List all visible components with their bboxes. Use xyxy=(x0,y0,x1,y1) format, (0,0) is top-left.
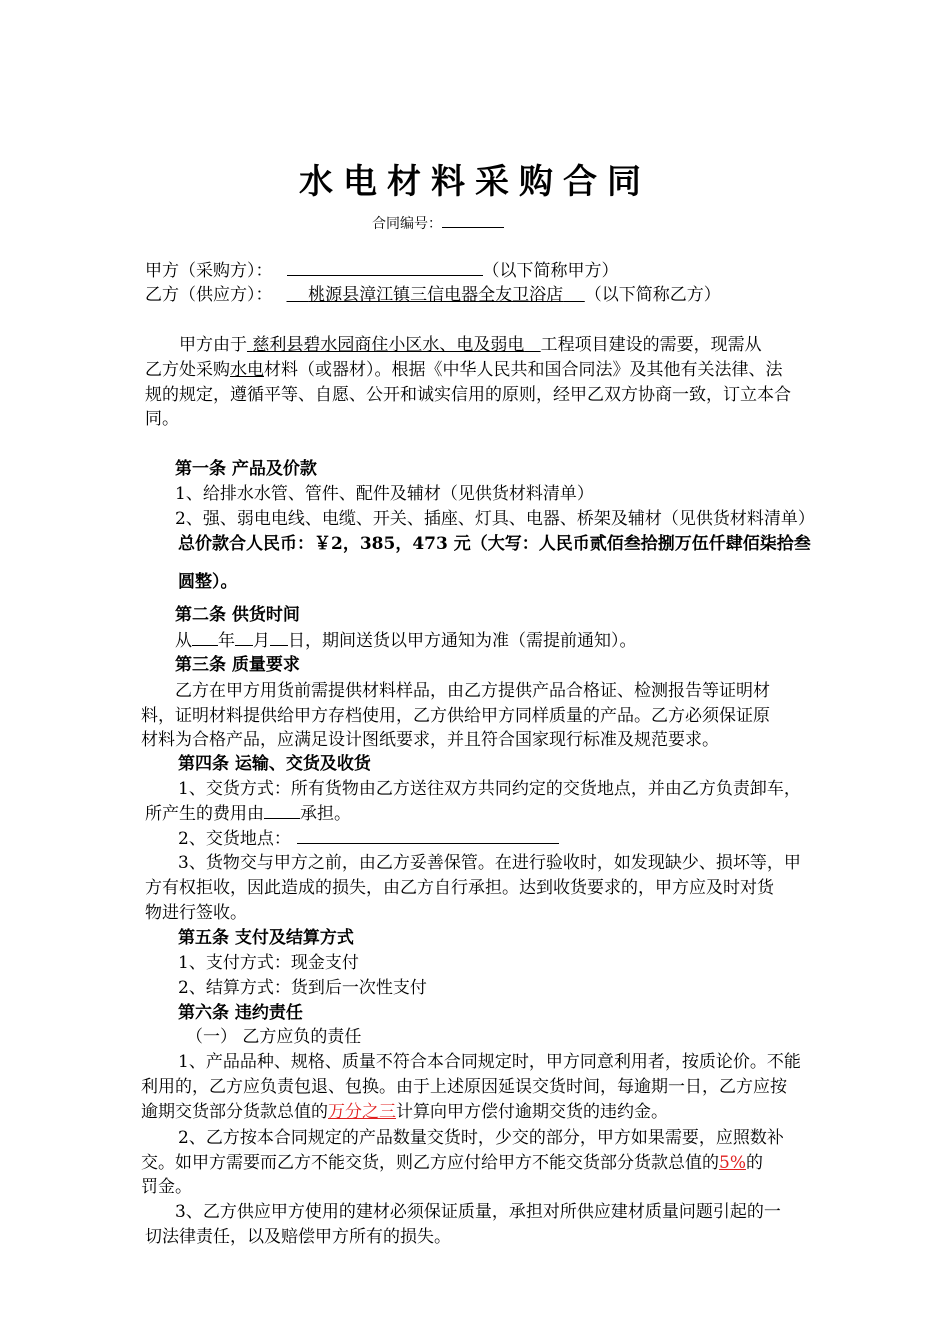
party-b-label: 乙方（供应方）： xyxy=(145,285,273,305)
late-penalty-rate: 万分之三 xyxy=(328,1102,396,1122)
article-6-p2-line-3: 罚金。 xyxy=(141,1177,192,1197)
article-6-p2-line-1: 2、乙方按本合同规定的产品数量交货时，少交的部分，甲方如果需要，应照数补 xyxy=(178,1128,784,1148)
intro-line-3: 规的规定，遵循平等、自愿、公开和诚实信用的原则，经甲乙双方协商一致，订立本合 xyxy=(145,385,791,405)
party-b-name: 桃源县漳江镇三信电器全友卫浴店 xyxy=(308,285,564,305)
project-name: 慈利县碧水园商住小区水、电及弱电 xyxy=(252,335,525,355)
article-4-heading: 第四条 运输、交货及收货 xyxy=(178,754,371,774)
article-4-p3-line-3: 物进行签收。 xyxy=(145,903,247,923)
article-3-line-2: 料，证明材料提供给甲方存档使用，乙方供给甲方同样质量的产品。乙方必须保证原 xyxy=(141,706,770,726)
settlement-method: 2、结算方式：货到后一次性支付 xyxy=(178,978,427,998)
article-6-p3-line-2: 切法律责任，以及赔偿甲方所有的损失。 xyxy=(145,1227,451,1247)
article-5-heading: 第五条 支付及结算方式 xyxy=(178,928,354,948)
article-4-p3-line-2: 方有权拒收，因此造成的损失，由乙方自行承担。达到收货要求的，甲方应及时对货 xyxy=(145,878,774,898)
article-3-heading: 第三条 质量要求 xyxy=(175,655,300,675)
contract-number-blank xyxy=(442,210,504,228)
delivery-time-line: 从 年 月 日，期间送货以甲方通知为准（需提前通知）。 xyxy=(175,628,637,653)
article-6-p3-line-1: 3、乙方供应甲方使用的建材必须保证质量，承担对所供应建材质量问题引起的一 xyxy=(175,1202,781,1222)
article-4-p1-line-1: 1、交货方式：所有货物由乙方送往双方共同约定的交货地点，并由乙方负责卸车， xyxy=(178,779,801,799)
material-type: 水电 xyxy=(230,360,264,380)
article-4-p1-line-2: 所产生的费用由 承担。 xyxy=(145,801,351,826)
article-6-p1-line-2: 利用的，乙方应负责包退、包换。由于上述原因延误交货时间，每逾期一日，乙方应按 xyxy=(141,1077,787,1097)
party-b-suffix: （以下简称乙方） xyxy=(584,285,721,305)
document-title: 水电材料采购合同 xyxy=(299,162,651,202)
article-3-line-3: 材料为合格产品，应满足设计图纸要求，并且符合国家现行标准及规范要求。 xyxy=(141,730,719,750)
total-price-line-2: 圆整）。 xyxy=(178,572,238,592)
article-6-heading: 第六条 违约责任 xyxy=(178,1003,303,1023)
party-b-line xyxy=(145,283,721,307)
article-1-item-2: 2、强、弱电电线、电缆、开关、插座、灯具、电器、桥架及辅材（见供货材料清单） xyxy=(175,509,815,529)
article-6-subheading: （一） 乙方应负的责任 xyxy=(186,1027,362,1047)
total-price-line-1: 总价款合人民币：￥2，385，473 元（大写：人民币贰佰叁拾捌万伍仟肆佰柒拾叁 xyxy=(178,534,811,554)
delivery-location-blank xyxy=(297,826,559,844)
intro-line-1: 甲方由于 慈利县碧水园商住小区水、电及弱电 工程项目建设的需要，现需从 xyxy=(179,335,762,355)
article-6-p2-line-2: 交。如甲方需要而乙方不能交货，则乙方应付给甲方不能交货部分货款总值的5%的 xyxy=(141,1153,763,1173)
article-4-p3-line-1: 3、货物交与甲方之前，由乙方妥善保管。在进行验收时，如发现缺少、损坏等，甲 xyxy=(178,853,801,873)
shortage-penalty-rate: 5% xyxy=(719,1153,746,1173)
intro-line-4: 同。 xyxy=(145,409,179,429)
contract-number xyxy=(372,210,504,236)
party-a-suffix: （以下简称甲方） xyxy=(482,261,619,281)
party-a-line xyxy=(145,258,619,283)
article-2-heading: 第二条 供货时间 xyxy=(175,605,300,625)
payment-method: 1、支付方式：现金支付 xyxy=(178,953,359,973)
article-6-p1-line-1: 1、产品品种、规格、质量不符合本合同规定时，甲方同意利用者，按质论价。不能 xyxy=(178,1052,801,1072)
contract-number-label: 合同编号： xyxy=(372,216,442,232)
article-1-item-1: 1、给排水水管、管件、配件及辅材（见供货材料清单） xyxy=(175,484,594,504)
article-6-p1-line-3: 逾期交货部分货款总值的万分之三计算向甲方偿付逾期交货的违约金。 xyxy=(141,1102,668,1122)
article-3-line-1: 乙方在甲方用货前需提供材料样品，由乙方提供产品合格证、检测报告等证明材 xyxy=(175,681,770,701)
party-a-label: 甲方（采购方）： xyxy=(145,261,273,281)
delivery-location-line: 2、交货地点： xyxy=(178,826,559,851)
intro-line-2: 乙方处采购水电材料（或器材）。根据《中华人民共和国合同法》及其他有关法律、法 xyxy=(145,360,783,380)
article-1-heading: 第一条 产品及价款 xyxy=(175,459,317,479)
party-a-blank xyxy=(287,258,483,276)
